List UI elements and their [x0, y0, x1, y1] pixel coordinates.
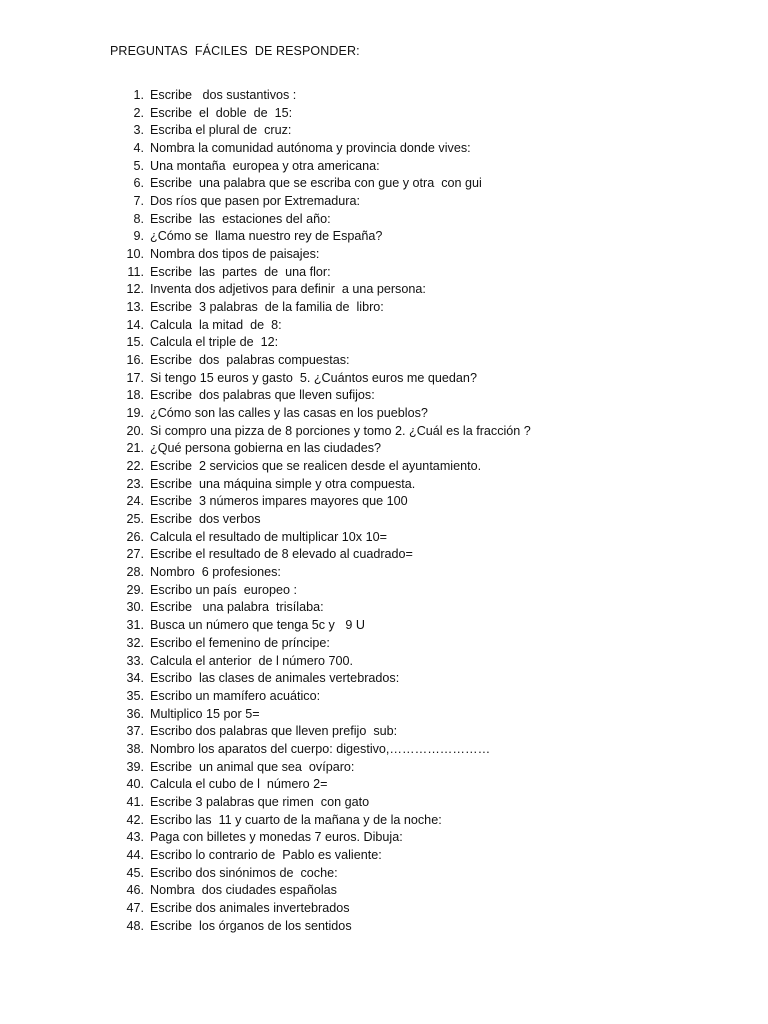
- question-text: Nombra dos ciudades españolas: [150, 883, 337, 898]
- question-text: Escribe 2 servicios que se realicen desde el ayuntamiento.: [150, 459, 482, 474]
- question-number: 25.: [126, 512, 144, 527]
- question-item: [118, 617, 718, 635]
- question-number: 26.: [126, 529, 144, 544]
- question-item: [118, 334, 718, 352]
- question-text: Escribe una palabra trisílaba:: [150, 600, 324, 615]
- question-text: ¿Qué persona gobierna en las ciudades?: [150, 441, 382, 456]
- question-text: Nombra dos tipos de paisajes:: [150, 247, 320, 262]
- question-item: [118, 546, 718, 564]
- question-item: [118, 387, 718, 405]
- question-item: [118, 865, 718, 883]
- question-number: 46.: [126, 883, 144, 898]
- question-text: Escribe dos palabras que lleven sufijos:: [150, 388, 375, 403]
- question-text: Escribo lo contrario de Pablo es valiente:: [150, 847, 382, 862]
- question-number: 2.: [133, 105, 144, 120]
- question-item: [118, 140, 718, 158]
- question-item: [118, 511, 718, 529]
- question-text: Calcula el triple de 12:: [150, 335, 279, 350]
- question-number: 36.: [126, 706, 144, 721]
- question-number: 17.: [126, 370, 144, 385]
- question-item: [118, 246, 718, 264]
- question-text: Calcula el cubo de l número 2=: [150, 777, 328, 792]
- question-number: 1.: [133, 88, 144, 102]
- question-text: Escribe dos animales invertebrados: [150, 900, 350, 915]
- question-item: [118, 158, 718, 176]
- question-item: [118, 776, 718, 794]
- question-number: 24.: [126, 494, 144, 509]
- question-text: Si tengo 15 euros y gasto 5. ¿Cuántos euros me quedan?: [150, 370, 477, 385]
- question-text: Paga con billetes y monedas 7 euros. Dibuja:: [150, 830, 403, 845]
- question-number: 28.: [126, 565, 144, 580]
- question-item: [118, 370, 718, 388]
- question-item: [118, 193, 718, 211]
- question-item: [118, 317, 718, 335]
- question-number: 20.: [126, 423, 144, 438]
- question-text: Escribe el doble de 15:: [150, 105, 293, 120]
- question-item: [118, 405, 718, 423]
- question-text: Nombro 6 profesiones:: [150, 565, 281, 580]
- question-number: 14.: [126, 317, 144, 332]
- question-number: 34.: [126, 671, 144, 686]
- question-number: 7.: [133, 194, 144, 209]
- question-number: 45.: [126, 865, 144, 880]
- question-item: [118, 529, 718, 547]
- question-text: Inventa dos adjetivos para definir a una persona:: [150, 282, 426, 297]
- question-number: 4.: [133, 141, 144, 156]
- question-number: 19.: [126, 406, 144, 421]
- question-item: [118, 458, 718, 476]
- question-item: [118, 564, 718, 582]
- question-text: Escriba el plural de cruz:: [150, 123, 292, 138]
- question-text: Calcula la mitad de 8:: [150, 317, 282, 332]
- question-text: Escribo dos sinónimos de coche:: [150, 865, 338, 880]
- question-text: Nombra la comunidad autónoma y provincia donde vives:: [150, 141, 471, 156]
- question-number: 48.: [126, 918, 144, 933]
- question-number: 33.: [126, 653, 144, 668]
- question-item: [118, 175, 718, 193]
- question-item: [118, 423, 718, 441]
- question-text: Escribe el resultado de 8 elevado al cuadrado=: [150, 547, 413, 562]
- question-text: Escribe una máquina simple y otra compuesta.: [150, 476, 416, 491]
- question-item: [118, 741, 718, 759]
- question-number: 13.: [126, 300, 144, 315]
- question-number: 16.: [126, 353, 144, 368]
- question-number: 37.: [126, 724, 144, 739]
- question-number: 8.: [133, 211, 144, 226]
- question-item: [118, 918, 718, 936]
- question-text: Una montaña europea y otra americana:: [150, 158, 380, 173]
- question-number: 38.: [126, 741, 144, 756]
- question-item: [118, 122, 718, 140]
- question-number: 44.: [126, 847, 144, 862]
- question-number: 6.: [133, 176, 144, 191]
- question-item: [118, 87, 718, 105]
- question-text: Multiplico 15 por 5=: [150, 706, 260, 721]
- question-number: 29.: [126, 582, 144, 597]
- question-item: [118, 706, 718, 724]
- question-text: Escribe 3 palabras de la familia de libro:: [150, 300, 384, 315]
- question-item: [118, 794, 718, 812]
- question-item: [118, 900, 718, 918]
- page-title: PREGUNTAS FÁCILES DE RESPONDER:: [110, 44, 360, 58]
- question-number: 23.: [126, 476, 144, 491]
- question-item: [118, 670, 718, 688]
- question-item: [118, 812, 718, 830]
- question-item: [118, 228, 718, 246]
- question-number: 21.: [126, 441, 144, 456]
- question-text: Dos ríos que pasen por Extremadura:: [150, 194, 361, 209]
- question-number: 27.: [126, 547, 144, 562]
- question-number: 41.: [126, 794, 144, 809]
- question-number: 12.: [126, 282, 144, 297]
- question-item: [118, 211, 718, 229]
- question-text: Nombro los aparatos del cuerpo: digestivo,……………………: [150, 741, 491, 756]
- question-item: [118, 882, 718, 900]
- question-item: [118, 847, 718, 865]
- question-number: 47.: [126, 900, 144, 915]
- question-text: Escribo las 11 y cuarto de la mañana y de la noche:: [150, 812, 442, 827]
- question-number: 9.: [133, 229, 144, 244]
- question-number: 32.: [126, 635, 144, 650]
- question-text: Escribe las estaciones del año:: [150, 211, 331, 226]
- question-item: [118, 759, 718, 777]
- question-number: 35.: [126, 688, 144, 703]
- question-number: 40.: [126, 777, 144, 792]
- question-item: [118, 599, 718, 617]
- question-text: Escribe una palabra que se escriba con gue y otra con gui: [150, 176, 482, 191]
- question-item: [118, 493, 718, 511]
- question-number: 43.: [126, 830, 144, 845]
- question-item: [118, 440, 718, 458]
- question-text: Escribo las clases de animales vertebrados:: [150, 671, 400, 686]
- question-number: 10.: [126, 247, 144, 262]
- question-number: 3.: [133, 123, 144, 138]
- question-text: Escribe 3 números impares mayores que 100: [150, 494, 408, 509]
- question-number: 15.: [126, 335, 144, 350]
- question-item: [118, 281, 718, 299]
- question-text: Escribe un animal que sea ovíparo:: [150, 759, 355, 774]
- question-text: Escribo un mamífero acuático:: [150, 688, 321, 703]
- question-text: Escribe 3 palabras que rimen con gato: [150, 794, 370, 809]
- question-text: Escribo un país europeo :: [150, 582, 298, 597]
- question-text: Calcula el anterior de l número 700.: [150, 653, 354, 668]
- question-text: Calcula el resultado de multiplicar 10x 10=: [150, 529, 387, 544]
- question-item: [118, 635, 718, 653]
- question-text: Si compro una pizza de 8 porciones y tomo 2. ¿Cuál es la fracción ?: [150, 423, 531, 438]
- question-item: [118, 352, 718, 370]
- question-number: 31.: [126, 618, 144, 633]
- question-text: ¿Cómo se llama nuestro rey de España?: [150, 229, 383, 244]
- question-item: [118, 723, 718, 741]
- question-item: [118, 653, 718, 671]
- question-text: ¿Cómo son las calles y las casas en los pueblos?: [150, 406, 428, 421]
- question-item: [118, 476, 718, 494]
- question-text: Escribe dos sustantivos :: [150, 88, 297, 102]
- question-list: [118, 87, 718, 935]
- question-number: 22.: [126, 459, 144, 474]
- question-text: Busca un número que tenga 5c y 9 U: [150, 618, 365, 633]
- question-number: 42.: [126, 812, 144, 827]
- question-text: Escribe dos palabras compuestas:: [150, 353, 350, 368]
- question-text: Escribe dos verbos: [150, 512, 261, 527]
- question-number: 18.: [126, 388, 144, 403]
- question-item: [118, 688, 718, 706]
- question-item: [118, 299, 718, 317]
- question-number: 30.: [126, 600, 144, 615]
- question-text: Escribo dos palabras que lleven prefijo sub:: [150, 724, 398, 739]
- question-number: 5.: [133, 158, 144, 173]
- question-item: [118, 582, 718, 600]
- question-item: [118, 105, 718, 123]
- question-number: 11.: [127, 264, 144, 279]
- question-text: Escribe los órganos de los sentidos: [150, 918, 352, 933]
- question-item: [118, 829, 718, 847]
- question-text: Escribe las partes de una flor:: [150, 264, 331, 279]
- question-item: [118, 264, 718, 282]
- question-text: Escribo el femenino de príncipe:: [150, 635, 330, 650]
- question-number: 39.: [126, 759, 144, 774]
